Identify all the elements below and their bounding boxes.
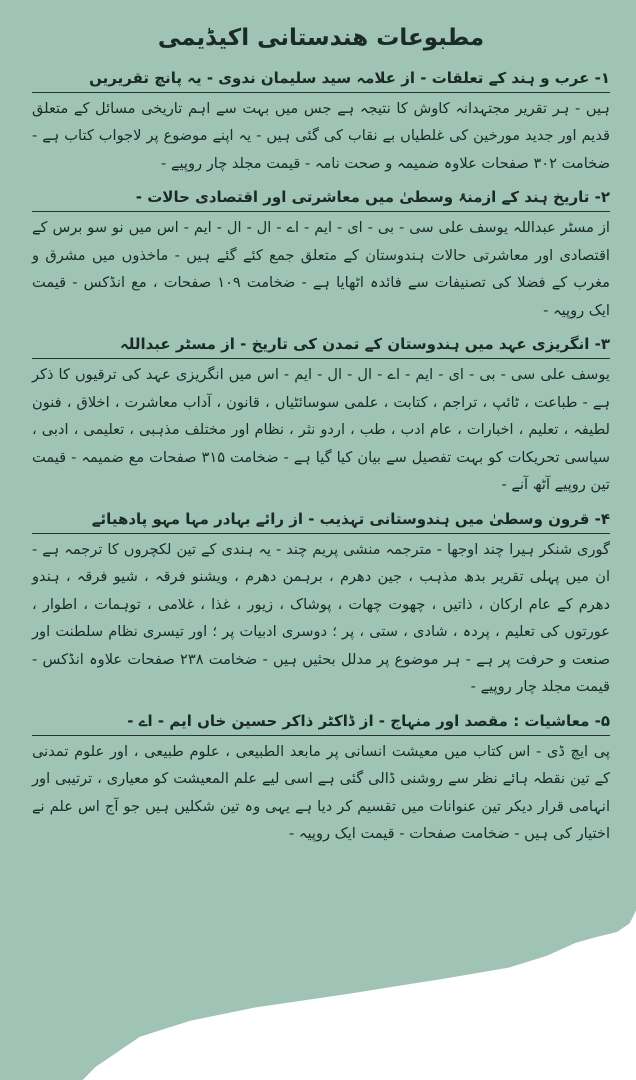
entry-description: ہیں - ہر تقریر مجتہدانہ کاوش کا نتیجہ ہے جس میں بہت سے اہم تاریخی مسائل کے متعلق قدیم اور جدید مورخین کی غلطیاں بے نقاب کی گئی ہیں - یہ اپنے موضوع پر لاجواب کتاب ہے - ضخامت ۳۰۲ صفحات علاوہ ضمیمہ و صحت نامہ - قیمت مجلد چار روپیے - xyxy=(32,99,610,172)
document-page xyxy=(32,14,610,894)
entry-heading: ۴- قرون وسطیٰ میں ہندوستانی تہذیب - از رائے بہادر مہا مہو پادھیائے xyxy=(32,507,610,534)
entry-heading: ۲- تاریخ ہند کے ازمنۂ وسطیٰ میں معاشرتی اور اقتصادی حالات - xyxy=(32,185,610,212)
entry-heading: ۳- انگریزی عہد میں ہندوستان کے تمدن کی تاریخ - از مسٹر عبداللہ xyxy=(32,332,610,359)
book-entry-3 xyxy=(32,332,610,499)
entry-description: یوسف علی سی - بی - ای - ایم - اے - ال - ال - ایم - اس میں انگریزی عہد کی ترقیوں کا ذکر ہے - طباعت ، ٹائپ ، تراجم ، کتابت ، علمی سوسائٹیاں ، قانون ، آداب معاشرت ، اخلاق ، فنون لطیفہ ، تعلیم ، اخبارات ، عام ادب ، طب ، اردو نثر ، نظام اور مختلف مذہبی ، تعلیمی ، ادبی ، سیاسی تحریکات کو بہت تفصیل سے بیان کیا گیا ہے - ضخامت ۳۱۵ صفحات مع ضمیمہ - قیمت تین روپیے آٹھ آنے - xyxy=(32,366,610,494)
book-entry-4 xyxy=(32,507,610,701)
page-title: مطبوعات هندستانی اکیڈیمی xyxy=(157,25,485,51)
entry-heading: ۱- عرب و ہند کے تعلقات - از علامہ سید سلیمان ندوی - یہ پانچ تقریریں xyxy=(32,66,610,93)
book-entry-5 xyxy=(32,709,610,848)
book-entry-2 xyxy=(32,185,610,324)
entry-heading: ۵- معاشیات : مقصد اور منہاج - از ڈاکٹر ذاکر حسین خاں ایم - اے - xyxy=(32,709,610,736)
entry-description: گوری شنکر ہیرا چند اوجھا - مترجمہ منشی پریم چند - یہ ہندی کے تین لکچروں کا ترجمہ ہے - ان میں پہلی تقریر بدھ مذہب ، جین دھرم ، برہمن دھرم ، ویشنو فرقہ ، شیو فرقہ ، ہندو دھرم کے عام ارکان ، ذاتیں ، چھوت چھات ، پوشاک ، زیور ، غذا ، غلامی ، توہمات ، اطوار ، عورتوں کی تعلیم ، پردہ ، شادی ، ستی ، پر ؛ دوسری ادبیات پر ؛ اور تیسری نظام سلطنت اور صنعت و حرفت پر ہے - ہر موضوع پر مدلل بحثیں ہیں - ضخامت ۲۳۸ صفحات علاوہ انڈکس - قیمت مجلد چار روپیے - xyxy=(32,540,611,696)
book-entry-1 xyxy=(32,66,610,178)
entry-description: پی ایچ ڈی - اس کتاب میں معیشت انسانی پر مابعد الطبیعی ، علوم طبیعی ، اور علوم تمدنی کے تین نقطہ ہائے نظر سے روشنی ڈالی گئی ہے اسی لیے علم المعیشت کو معیاری ، ترتیبی اور انہامی قرار دیکر تین عنوانات میں تقسیم کر دیا ہے یہی وہ تین شکلیں ہیں جو آج اس علم نے اختیار کی ہیں - ضخامت صفحات - قیمت ایک روپیہ - xyxy=(32,742,610,843)
entry-description: از مسٹر عبداللہ یوسف علی سی - بی - ای - ایم - اے - ال - ال - ایم - اس میں نو سو برس کے اقتصادی اور معاشرتی حالات ہندوستان کے متعلق جمع کئے گئے ہیں - ماخذوں میں مشرق و مغرب کے فضلا کی تصنیفات سے فائدہ اٹھایا ہے - ضخامت ۱۰۹ صفحات ، مع انڈکس - قیمت ایک روپیہ - xyxy=(32,219,611,319)
